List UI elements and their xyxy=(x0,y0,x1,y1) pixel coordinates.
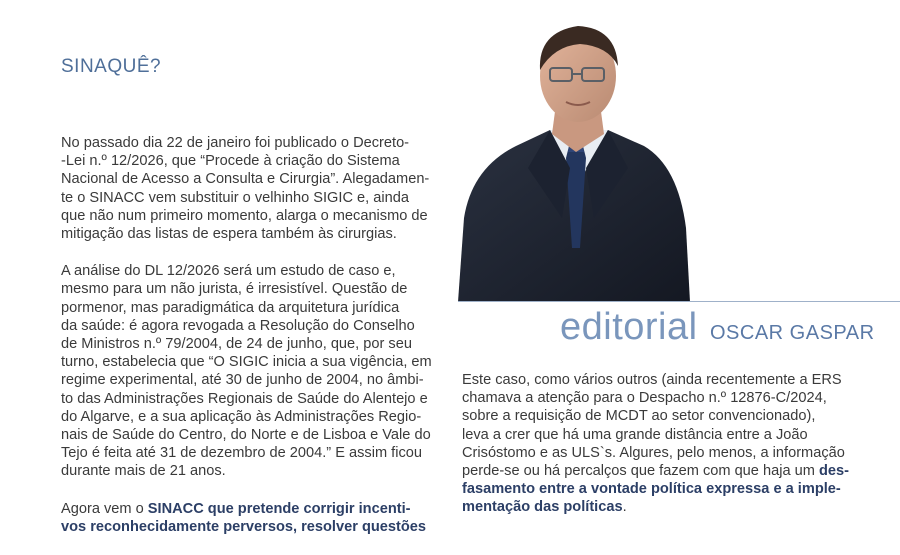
text-line: que não num primeiro momento, alarga o mecanismo de xyxy=(61,207,428,224)
right-column xyxy=(462,371,862,517)
text-line: leva a crer que há uma grande distância entre a João xyxy=(462,426,808,443)
paragraph-1 xyxy=(61,134,439,243)
text-line: A análise do DL 12/2026 será um estudo de caso e, xyxy=(61,263,396,280)
bold-text: des- xyxy=(818,463,849,480)
text-line xyxy=(462,498,862,516)
bold-text: SINACC que pretende corrigir incenti- xyxy=(147,500,411,517)
paragraph-2 xyxy=(61,262,439,480)
text-line: sobre a requisição de MCDT ao setor convencionado), xyxy=(462,408,816,425)
text-line: nais de Saúde do Centro, do Norte e de Lisboa e Vale do xyxy=(61,427,431,444)
text-line xyxy=(462,462,862,480)
bold-text: mentação das políticas xyxy=(462,499,623,516)
text-line: mesmo para um não jurista, é irresistível. Questão de xyxy=(61,281,408,298)
text-segment: Agora vem o xyxy=(61,500,148,517)
author-portrait xyxy=(458,18,690,302)
section-label: editorial xyxy=(560,306,698,348)
divider-line xyxy=(458,301,900,302)
text-line: -Lei n.º 12/2026, que “Procede à criação do Sistema xyxy=(61,153,400,170)
text-line: chamava a atenção para o Despacho n.º 12876-C/2024, xyxy=(462,390,827,407)
text-line: turno, estabelecia que “O SIGIC inicia a sua vigência, em xyxy=(61,354,432,371)
bold-text: fasamento entre a vontade política expressa e a imple- xyxy=(462,481,841,498)
author-name: OSCAR GASPAR xyxy=(710,322,875,344)
bold-text: vos reconhecidamente perversos, resolver questões xyxy=(61,518,427,535)
text-line: Nacional de Acesso a Consulta e Cirurgia”. Alegadamen- xyxy=(61,171,430,188)
text-line: de Ministros n.º 79/2004, de 24 de junho, que, por seu xyxy=(61,336,412,353)
text-line: mitigação das listas de espera também às cirurgias. xyxy=(61,226,397,243)
text-line: te o SINACC vem substituir o velhinho SIGIC e, ainda xyxy=(61,189,409,206)
text-line: regime experimental, até 30 de junho de 2004, no âmbi- xyxy=(61,372,424,389)
text-line: No passado dia 22 de janeiro foi publicado o Decreto- xyxy=(61,135,410,151)
text-line: durante mais de 21 anos. xyxy=(61,463,226,480)
left-column xyxy=(61,134,439,555)
text-line: Crisóstomo e as ULS`s. Algures, pelo menos, a informação xyxy=(462,444,845,461)
text-line xyxy=(61,500,439,518)
article-title: SINAQUÊ? xyxy=(61,56,162,77)
text-line: do Algarve, e a sua aplicação às Administrações Regio- xyxy=(61,408,422,425)
text-line: to das Administrações Regionais de Saúde do Alentejo e xyxy=(61,390,428,407)
text-line: pormenor, mas paradigmática da arquitetura jurídica xyxy=(61,299,400,316)
text-segment: . xyxy=(622,499,627,516)
text-line: Tejo é feita até 31 de dezembro de 2004.” E assim ficou xyxy=(61,445,423,462)
text-segment: perde-se ou há percalços que fazem com que haja um xyxy=(462,463,819,480)
text-line: da saúde: é agora revogada a Resolução do Conselho xyxy=(61,317,415,334)
text-line: Este caso, como vários outros (ainda recentemente a ERS xyxy=(462,372,842,388)
